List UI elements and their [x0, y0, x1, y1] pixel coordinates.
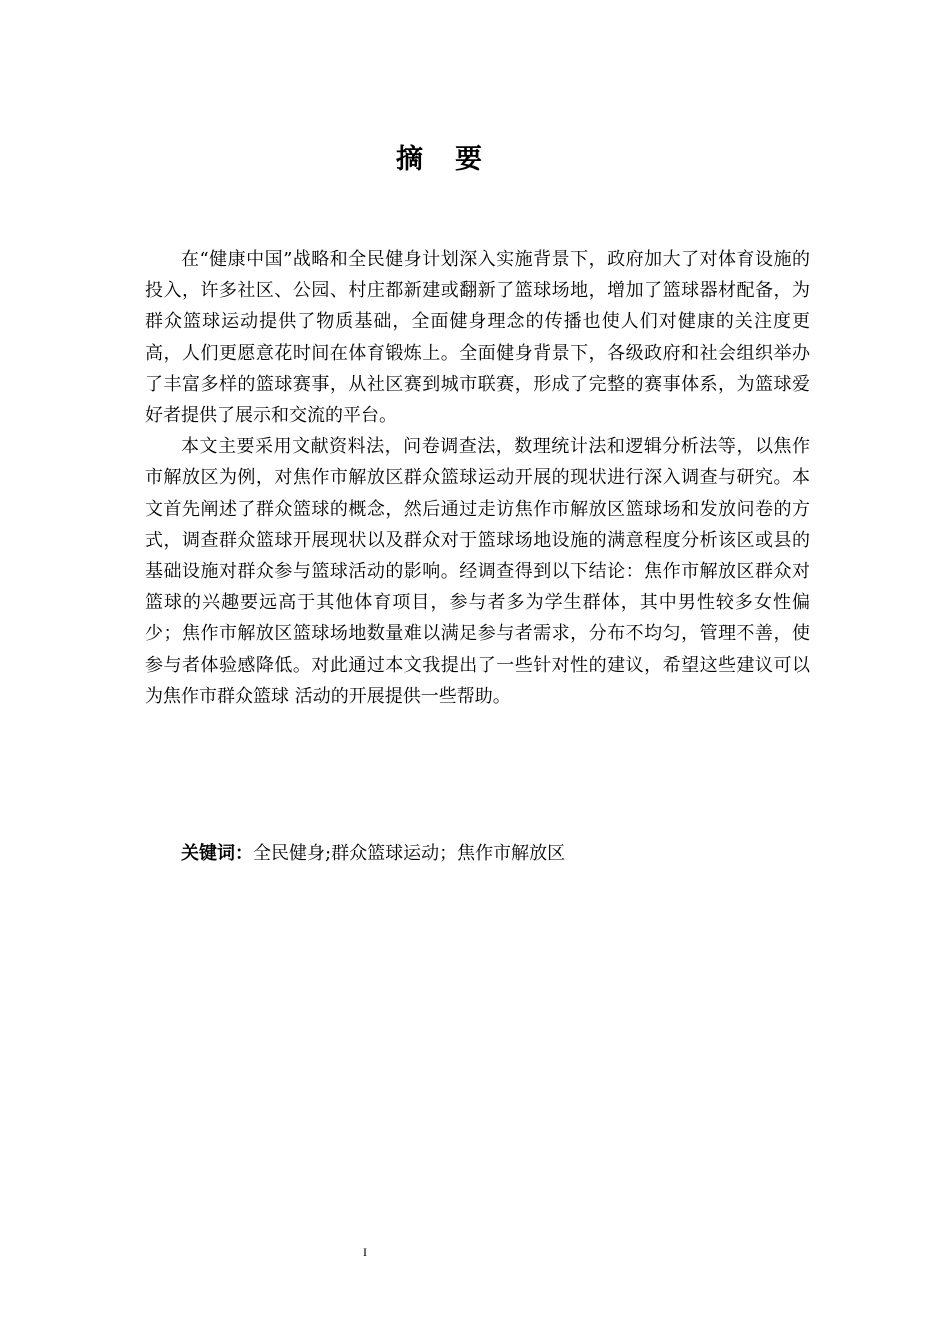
- page-number: I: [363, 1245, 367, 1259]
- page-title: 摘要: [396, 144, 514, 176]
- keywords-line: [181, 838, 801, 869]
- abstract-body: [145, 244, 810, 712]
- abstract-paragraph: 本文主要采用文献资料法，问卷调查法，数理统计法和逻辑分析法等，以焦作市解放区为例，对焦作市解放区群众篮球运动开展的现状进行深入调查与研究。本文首先阐述了群众篮球的概念，然后通过走访焦作市解放区篮球场和发放问卷的方式，调查群众篮球开展现状以及群众对于篮球场地设施的满意程度分析该区或县的基础设施对群众参与篮球活动的影响。经调查得到以下结论：焦作市解放区群众对篮球的兴趣要远高于其他体育项目，参与者多为学生群体，其中男性较多女性偏少；焦作市解放区篮球场地数量难以满足参与者需求，分布不均匀，管理不善，使参与者体验感降低。对此通过本文我提出了一些针对性的建议，希望这些建议可以为焦作市群众篮球 活动的开展提供一些帮助。: [145, 436, 810, 707]
- abstract-paragraph: 在“健康中国”战略和全民健身计划深入实施背景下，政府加大了对体育设施的投入，许多社区、公园、村庄都新建或翻新了篮球场地，增加了篮球器材配备，为群众篮球运动提供了物质基础，全面健身理念的传播也使人们对健康的关注度更高，人们更愿意花时间在体育锻炼上。全面健身背景下，各级政府和社会组织举办了丰富多样的篮球赛事，从社区赛到城市联赛，形成了完整的赛事体系，为篮球爱好者提供了展示和交流的平台。: [145, 249, 810, 427]
- keywords-label: 关键词：: [181, 843, 253, 864]
- keywords-value: 全民健身;群众篮球运动；焦作市解放区: [253, 843, 566, 864]
